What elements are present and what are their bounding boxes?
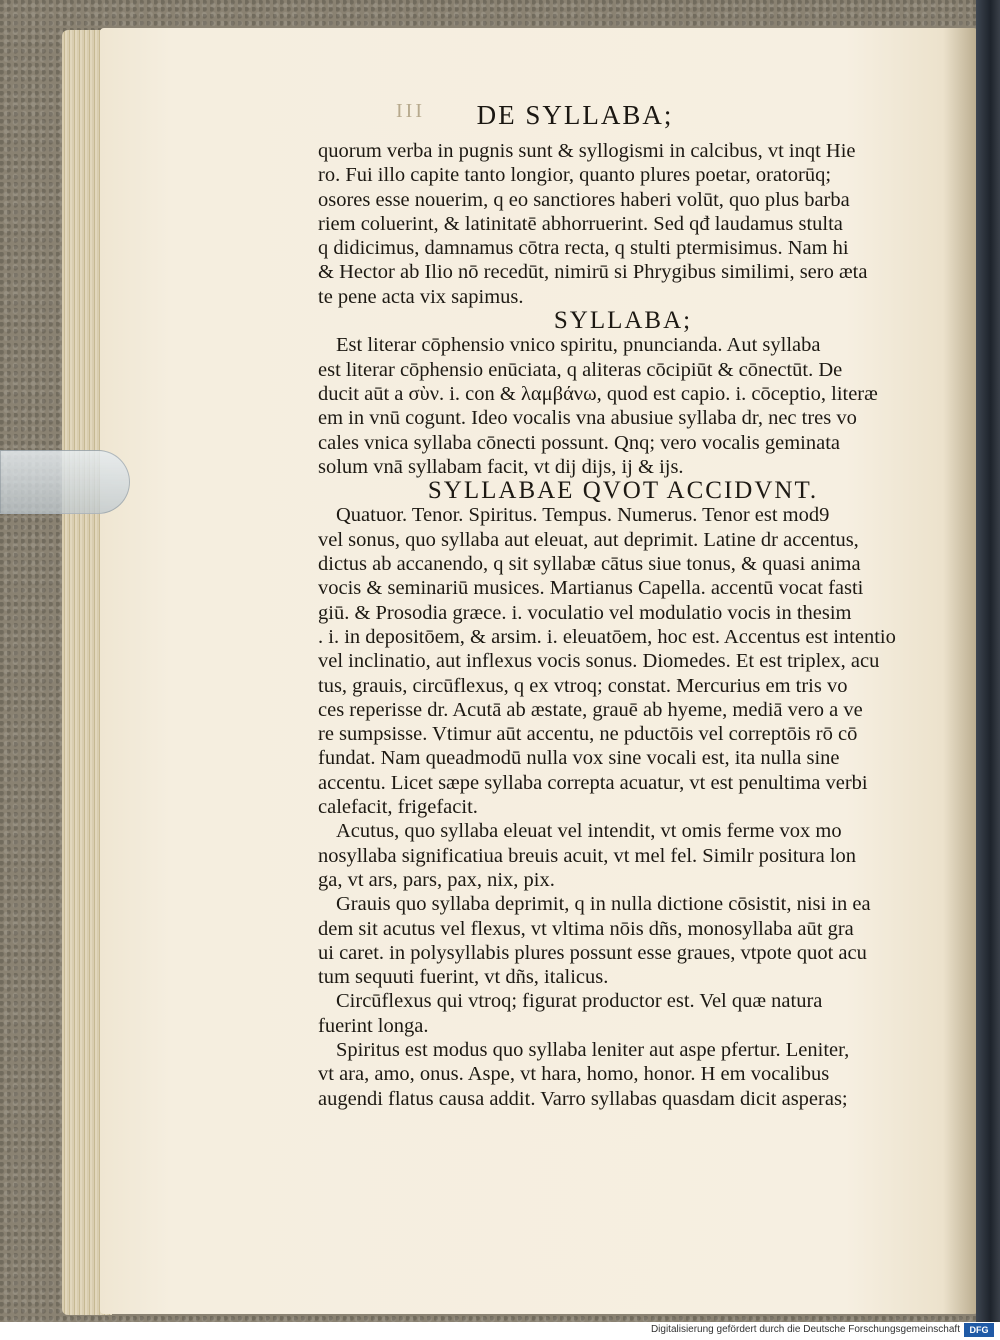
text-line: cales vnica syllaba cōnecti possunt. Qnq; vero vocalis geminata	[318, 431, 841, 454]
text-line: calefacit, frigefacit.	[318, 796, 478, 819]
text-line: osores esse nouerim, q eo sanctiores haberi volūt, quo plus barba	[318, 188, 850, 211]
text-line: riem coluerint, & latinitatē abhorruerint. Sed qđ laudamus stulta	[318, 212, 843, 235]
text-line: re sumpsisse. Vtimur aūt accentu, ne pductōis vel correptōis rō cō	[318, 723, 858, 746]
text-line: quorum verba in pugnis sunt & syllogismi in calcibus, vt inqt Hie	[318, 140, 856, 162]
text-line: ga, vt ars, pars, pax, nix, pix.	[318, 868, 555, 891]
dfg-logo-icon: DFG	[964, 1323, 994, 1337]
text-line: nosyllaba significatiua breuis acuit, vt mel fel. Similr positura lon	[318, 844, 857, 867]
text-line: Acutus, quo syllaba eleuat vel intendit, vt omis ferme vox mo	[336, 820, 842, 843]
section-heading-syllaba: SYLLABA;	[553, 307, 693, 335]
text-line: dem sit acutus vel flexus, vt vltima nōis dñs, monosyllaba aūt gra	[318, 917, 854, 940]
running-head: DE SYLLABA;	[476, 100, 674, 130]
text-line: ui caret. in polysyllabis plures possunt esse graues, vtpote quot acu	[318, 941, 867, 964]
page-text	[318, 139, 928, 1111]
text-line: giū. & Prosodia græce. i. voculatio vel modulatio vocis in thesim	[318, 601, 852, 624]
page-holder-clip	[0, 450, 130, 514]
paragraph-7	[318, 1038, 928, 1111]
paragraph-3	[318, 503, 928, 819]
paragraph-1	[318, 139, 928, 309]
paragraph-2	[318, 333, 928, 479]
text-line: & Hector ab Ilio nō recedūt, nimirū si Phrygibus similimi, sero æta	[318, 261, 868, 284]
text-line: ces reperisse dr. Acutā ab æstate, grauē ab hyeme, mediā vero a ve	[318, 698, 863, 721]
text-line: Est literar cōphensio vnico spiritu, pnuncianda. Aut syllaba	[336, 334, 821, 357]
book-spine	[976, 0, 1000, 1322]
paragraph-6	[318, 989, 928, 1038]
text-line: vt ara, amo, onus. Aspe, vt hara, homo, honor. H em vocalibus	[318, 1063, 830, 1086]
text-line: vocis & seminariū musices. Martianus Capella. accentū vocat fasti	[318, 577, 864, 600]
text-line: ducit aūt a σὺν. i. con & λαμβάνω, quod est capio. i. cōceptio, literæ	[318, 382, 878, 405]
text-line: Grauis quo syllaba deprimit, q in nulla dictione cōsistit, nisi in ea	[336, 893, 871, 916]
text-line: q didicimus, damnamus cōtra recta, q stulti ptermisimus. Nam hi	[318, 237, 849, 260]
paragraph-4	[318, 819, 928, 892]
text-line: Spiritus est modus quo syllaba leniter aut aspe pfertur. Leniter,	[336, 1038, 850, 1061]
text-line: ro. Fui illo capite tanto longior, quanto plures poetar, oratorūq;	[318, 164, 832, 187]
text-line: em in vnū cogunt. Ideo vocalis vna abusiue syllaba dr, nec tres vo	[318, 407, 857, 430]
text-line: vel sonus, quo syllaba aut eleuat, aut deprimit. Latine dr accentus,	[318, 528, 859, 551]
text-line: vel inclinatio, aut inflexus vocis sonus. Diomedes. Et est triplex, acu	[318, 650, 880, 673]
text-line: Quatuor. Tenor. Spiritus. Tempus. Numerus. Tenor est mod9	[336, 504, 830, 527]
text-line: est literar cōphensio enūciata, q aliteras cōcipiūt & cōnectūt. De	[318, 358, 843, 381]
footer-bar	[0, 1322, 1000, 1340]
text-line: augendi flatus causa addit. Varro syllabas quasdam dicit asperas;	[318, 1087, 848, 1110]
page-number: III	[396, 100, 425, 122]
text-line: dictus ab accanendo, q sit syllabæ cātus siue tonus, & quasi anima	[318, 553, 861, 576]
text-line: tus, grauis, circūflexus, q ex vtroq; constat. Mercurius em tris vo	[318, 674, 848, 697]
text-line: tum sequuti fuerint, vt dñs, italicus.	[318, 966, 609, 989]
footer-credit: Digitalisierung gefördert durch die Deutsche Forschungsgemeinschaft	[650, 1324, 960, 1335]
text-line: te pene acta vix sapimus.	[318, 285, 524, 308]
text-line: solum vnā syllabam facit, vt dij dijs, ij & ijs.	[318, 455, 684, 478]
text-line: . i. in depositōem, & arsim. i. eleuatōem, hoc est. Accentus est intentio	[318, 625, 896, 648]
text-line: Circūflexus qui vtroq; figurat productor est. Vel quæ natura	[336, 990, 823, 1013]
text-line: fuerint longa.	[318, 1014, 429, 1037]
paragraph-5	[318, 892, 928, 989]
section-heading-accidunt: SYLLABAE QVOT ACCIDVNT.	[427, 477, 819, 505]
text-line: accentu. Licet sæpe syllaba correpta acuatur, vt est penultima verbi	[318, 771, 868, 794]
text-line: fundat. Nam queadmodū nulla vox sine vocali est, ita nulla sine	[318, 747, 840, 770]
